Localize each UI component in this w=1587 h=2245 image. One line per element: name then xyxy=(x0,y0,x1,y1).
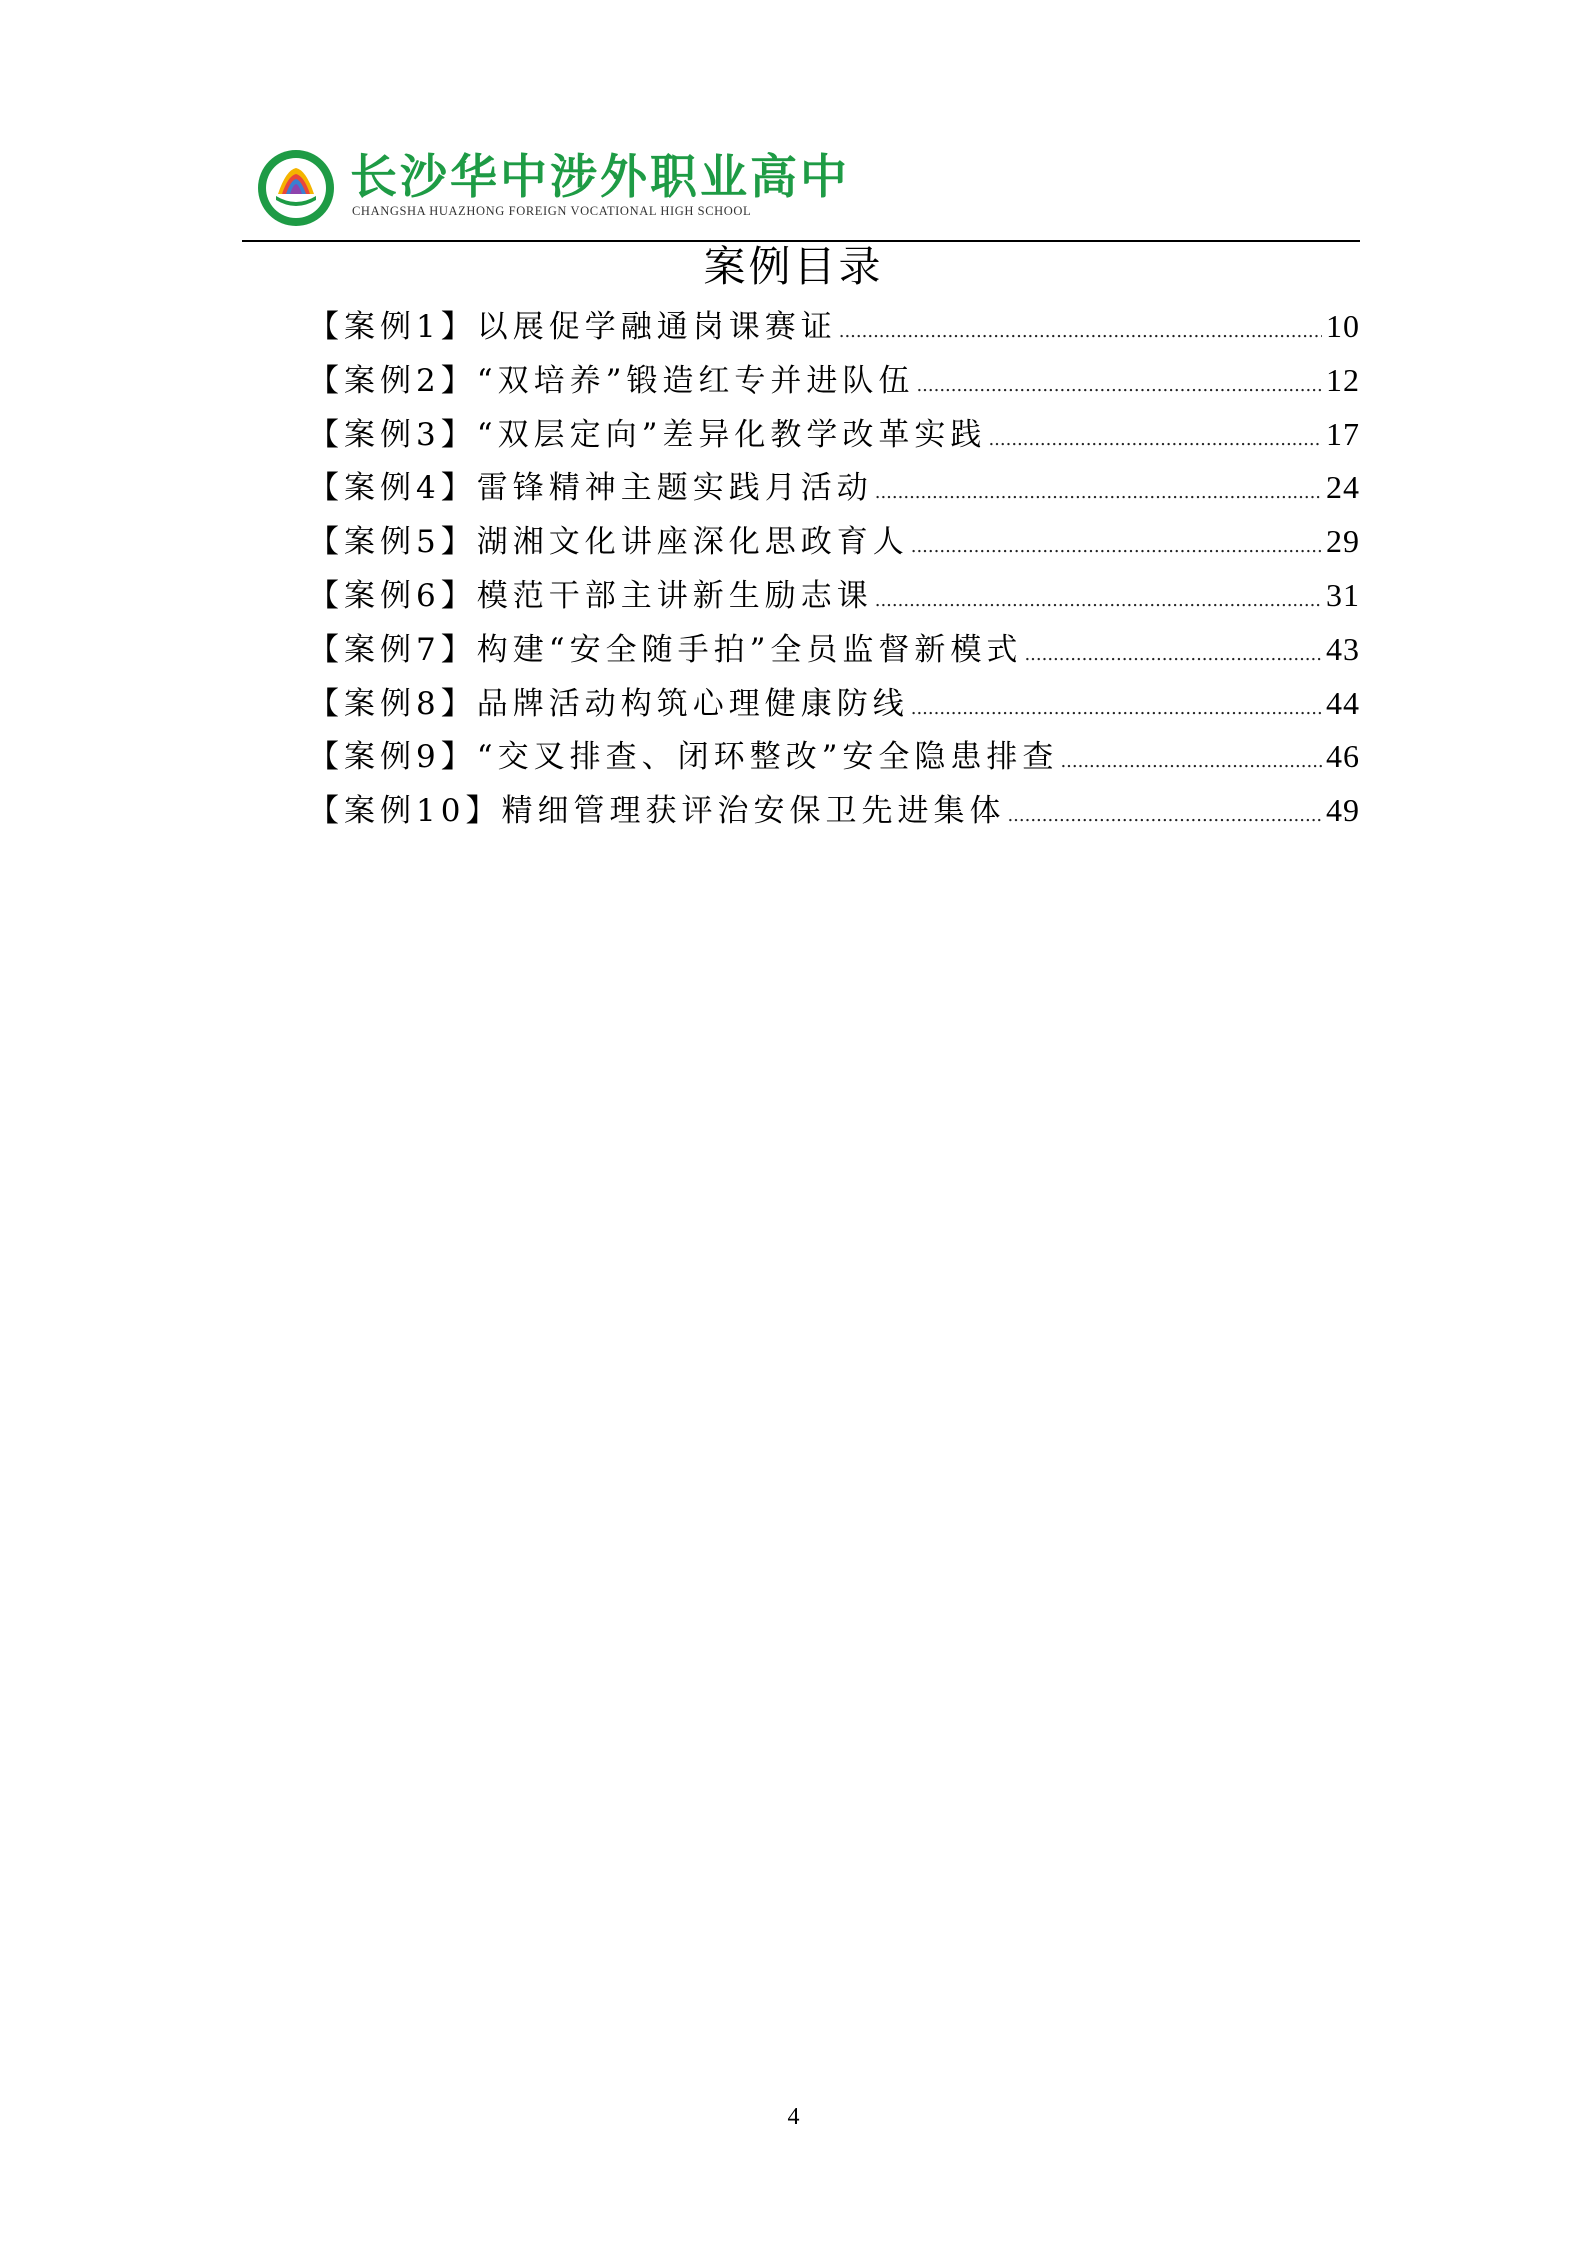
toc-entry-page: 43 xyxy=(1326,630,1360,667)
toc-entry-label: 【案例10】 xyxy=(308,793,502,830)
toc-entry[interactable] xyxy=(308,730,1360,784)
school-name-english: CHANGSHA HUAZHONG FOREIGN VOCATIONAL HIGH SCHOOL xyxy=(352,204,752,218)
toc-dot-leader xyxy=(916,359,1322,413)
toc-entry-page: 44 xyxy=(1326,684,1360,721)
toc-dot-leader xyxy=(1007,789,1322,843)
toc-entry-page: 46 xyxy=(1326,738,1360,775)
toc-entry-title: 构建“安全随手拍”全员监督新模式 xyxy=(476,631,1023,668)
toc-entry-title: 模范干部主讲新生励志课 xyxy=(476,577,873,614)
toc-entry[interactable] xyxy=(308,515,1360,569)
toc-entry-title: “双培养”锻造红专并进队伍 xyxy=(476,362,915,399)
toc-entry[interactable] xyxy=(308,354,1360,408)
school-logo xyxy=(250,144,850,232)
toc-entry-label: 【案例6】 xyxy=(308,577,477,614)
toc-entry-label: 【案例1】 xyxy=(308,309,477,345)
toc-entry-label: 【案例4】 xyxy=(308,470,477,507)
toc-entry-label: 【案例8】 xyxy=(308,685,477,722)
toc-dot-leader xyxy=(1024,628,1322,682)
toc-entry-page: 24 xyxy=(1326,469,1360,506)
toc-entry[interactable] xyxy=(308,623,1360,677)
toc-dot-leader xyxy=(875,574,1322,628)
toc-dot-leader xyxy=(839,305,1322,359)
toc-entry[interactable] xyxy=(308,569,1360,623)
school-emblem-icon xyxy=(256,148,336,228)
toc-dot-leader xyxy=(911,520,1322,574)
toc-entry-title: “交叉排查、闭环整改”安全隐患排查 xyxy=(476,739,1059,776)
toc-entry-title: 精细管理获评治安保卫先进集体 xyxy=(501,793,1006,830)
toc-entry-title: 雷锋精神主题实践月活动 xyxy=(476,470,873,507)
toc-entry-title: 湖湘文化讲座深化思政育人 xyxy=(476,524,909,561)
toc-entry[interactable] xyxy=(308,408,1360,462)
toc-dot-leader xyxy=(911,682,1322,736)
toc-entry-label: 【案例2】 xyxy=(308,362,477,399)
toc-entry-label: 【案例5】 xyxy=(308,524,477,561)
toc-dot-leader xyxy=(1060,735,1322,789)
toc-entry[interactable] xyxy=(308,300,1360,354)
toc-entry-label: 【案例9】 xyxy=(308,739,477,776)
toc-entry-title: “双层定向”差异化教学改革实践 xyxy=(476,416,987,453)
toc-entry-label: 【案例7】 xyxy=(308,631,477,668)
toc-list xyxy=(308,300,1360,838)
toc-entry-page: 12 xyxy=(1326,361,1360,398)
toc-entry-title: 以展促学融通岗课赛证 xyxy=(476,309,837,345)
toc-entry-page: 49 xyxy=(1326,792,1360,829)
toc-entry[interactable] xyxy=(308,784,1360,838)
toc-dot-leader xyxy=(988,413,1322,467)
toc-entry-page: 10 xyxy=(1326,308,1360,344)
toc-entry-page: 31 xyxy=(1326,576,1360,613)
toc-entry[interactable] xyxy=(308,461,1360,515)
toc-entry-label: 【案例3】 xyxy=(308,416,477,453)
toc-dot-leader xyxy=(875,466,1322,520)
school-name-chinese: 长沙华中涉外职业高中 xyxy=(350,150,850,205)
toc-entry[interactable] xyxy=(308,677,1360,731)
toc-title: 案例目录 xyxy=(703,242,884,291)
toc-entry-title: 品牌活动构筑心理健康防线 xyxy=(476,685,909,722)
toc-entry-page: 17 xyxy=(1326,415,1360,452)
page-number: 4 xyxy=(787,2104,800,2130)
toc-entry-page: 29 xyxy=(1326,523,1360,560)
